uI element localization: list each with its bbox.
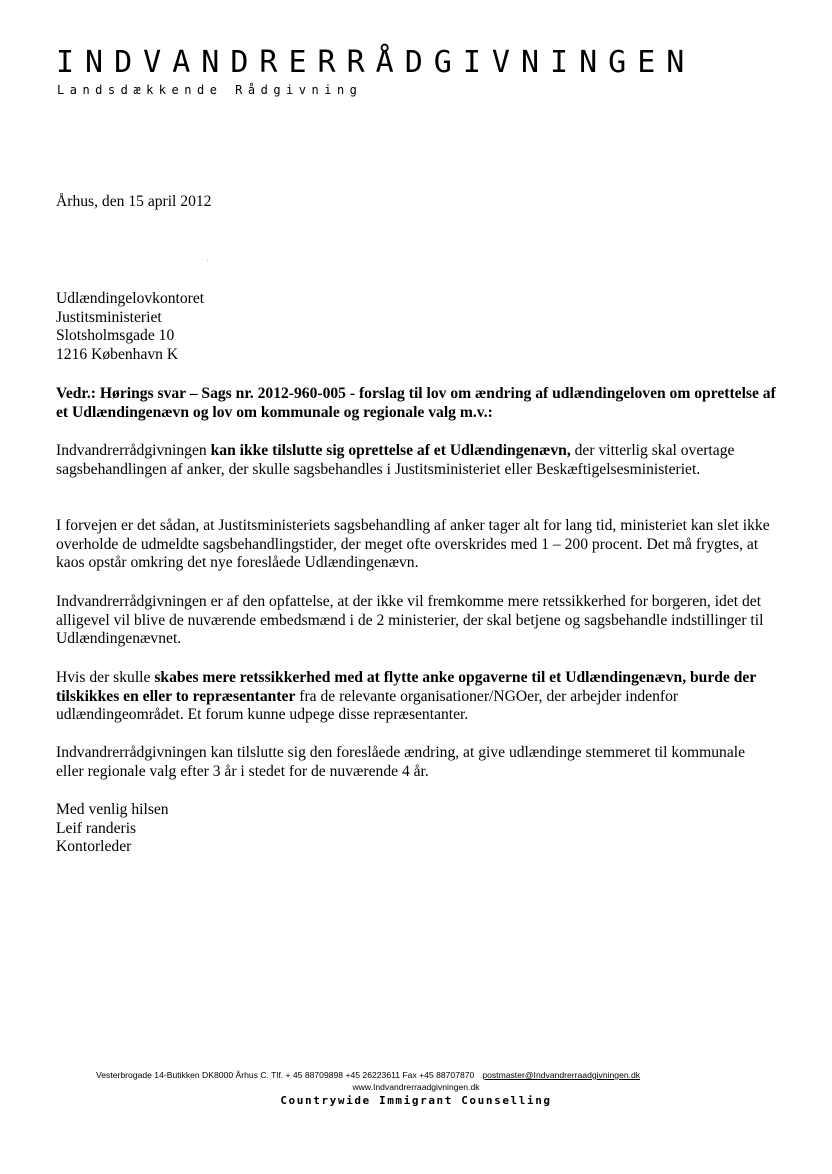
paragraph-1-lead: Indvandrerrådgivningen bbox=[56, 442, 211, 459]
scan-speck bbox=[207, 260, 208, 261]
paragraph-4-lead: Hvis der skulle bbox=[56, 669, 155, 686]
paragraph-2: I forvejen er det sådan, at Justitsministeriets sagsbehandling af anker tager alt for lang tid, ministeriet kan slet ikke overholde de udmeldte sagsbehandlingstider, der meget ofte overskrides med 1 – 200 procent. Det må frygtes, at kaos opstår omkring det nye foreslåede Udlændingenævn. bbox=[56, 517, 770, 571]
subject-line: Vedr.: Hørings svar – Sags nr. 2012-960-005 - forslag til lov om ændring af udlændingeloven om oprettelse af et Udlændingenævn og lov om kommunale og regionale valg m.v.: bbox=[56, 385, 776, 421]
paragraph-4-bold: skabes mere retssikkerhed med at flytte anke opgaverne til et Udlændingenævn, burde der tilskikkes en eller to repræsentanter bbox=[56, 669, 756, 705]
footer-address: Vesterbrogade 14-Butikken DK8000 Århus C. Tlf. + 45 88709898 +45 26223611 Fax +45 88707870 bbox=[96, 1070, 475, 1080]
paragraph-3: Indvandrerrådgivningen er af den opfattelse, at der ikke vil fremkomme mere retssikkerhed for borgeren, idet det alligevel vil blive de nuværende embedsmænd i de 2 ministerier, der skal betjene og sagsbehandle indstillinger til Udlændingenævnet. bbox=[56, 593, 764, 647]
recipient-line: 1216 København K bbox=[56, 345, 179, 363]
paragraph-4-rest: fra de relevante organisationer/NGOer, der arbejder indenfor udlændingeområdet. Et forum kunne udpege disse repræsentanter. bbox=[56, 687, 679, 723]
paragraph-4 bbox=[56, 669, 776, 725]
signer-title: Kontorleder bbox=[56, 838, 132, 855]
paragraph-5: Indvandrerrådgivningen kan tilslutte sig den foreslåede ændring, at give udlændinge stemmeret til kommunale eller regionale valg efter 3 år i stedet for de nuværende 4 år. bbox=[56, 744, 745, 780]
closing-greeting: Med venlig hilsen bbox=[56, 801, 169, 818]
recipient-line: Justitsministeriet bbox=[56, 308, 162, 326]
paragraph-1-bold: kan ikke tilslutte sig oprettelse af et Udlændingenævn, bbox=[210, 442, 571, 459]
org-tagline: Landsdækkende Rådgivning bbox=[57, 83, 363, 97]
org-name: INDVANDRERRÅDGIVNINGEN bbox=[56, 45, 696, 80]
recipient-address bbox=[56, 290, 204, 364]
footer-english-tagline: Countrywide Immigrant Counselling bbox=[280, 1094, 552, 1107]
paragraph-1 bbox=[56, 442, 776, 479]
recipient-line: Udlændingelovkontoret bbox=[56, 290, 205, 307]
recipient-line: Slotsholmsgade 10 bbox=[56, 327, 175, 344]
footer-email-link[interactable]: postmaster@Indvandrerraadgivningen.dk bbox=[482, 1070, 641, 1080]
letter-date: Århus, den 15 april 2012 bbox=[56, 193, 212, 210]
signer-name: Leif randeris bbox=[56, 819, 137, 837]
footer-website-link[interactable]: www.Indvandrerraadgivningen.dk bbox=[352, 1082, 480, 1092]
paragraph-1-rest: der vitterlig skal overtage sagsbehandlingen af anker, der skulle sagsbehandles i Justitsministeriet eller Beskæftigelsesministeriet. bbox=[56, 442, 735, 478]
closing-block bbox=[56, 801, 169, 857]
footer-contact bbox=[96, 1070, 736, 1081]
